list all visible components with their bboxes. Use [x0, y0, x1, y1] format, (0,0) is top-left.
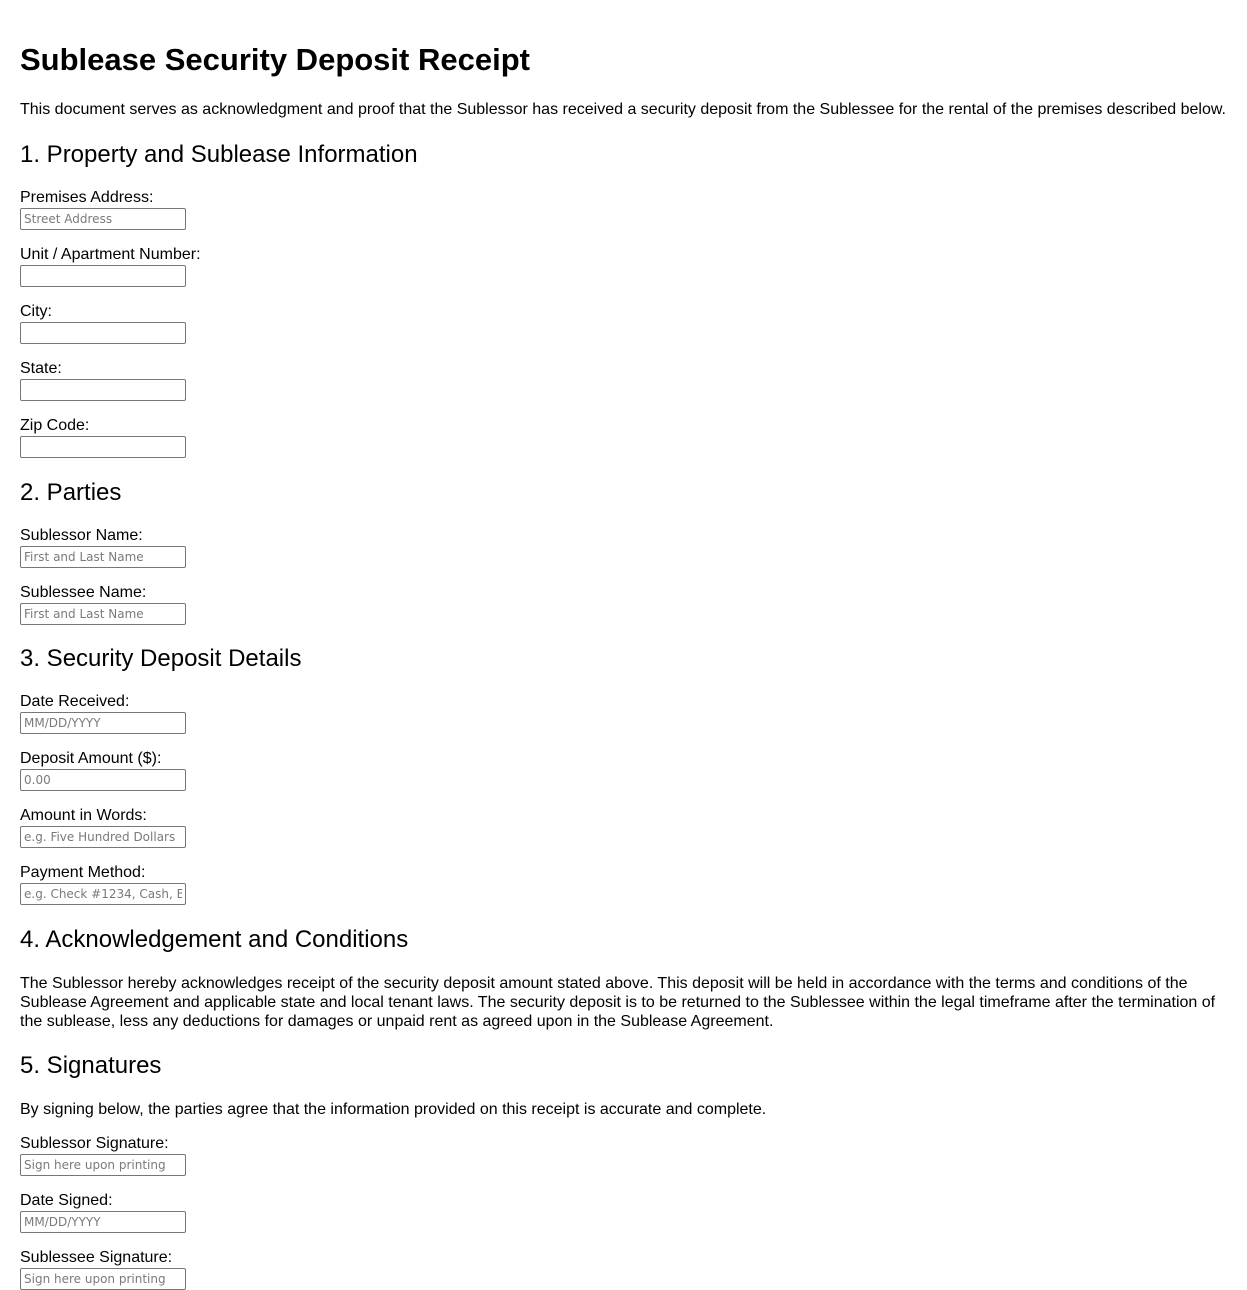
sublessor-name-field [20, 526, 420, 568]
sublessee-name-field [20, 583, 420, 625]
deposit-amount-label: Deposit Amount ($): [20, 750, 162, 767]
sublessor-signature-label: Sublessor Signature: [20, 1135, 169, 1152]
payment-method-label: Payment Method: [20, 864, 146, 881]
unit-label: Unit / Apartment Number: [20, 246, 201, 263]
section-heading-acknowledgement: 4. Acknowledgement and Conditions [20, 926, 409, 953]
sublessor-signature-field [20, 1134, 420, 1176]
sublessor-name-input[interactable] [20, 546, 186, 568]
payment-method-field [20, 863, 420, 905]
unit-field [20, 245, 420, 287]
amount-words-input[interactable] [20, 826, 186, 848]
sublessee-signature-label: Sublessee Signature: [20, 1249, 173, 1266]
sublessee-name-label: Sublessee Name: [20, 584, 147, 601]
sublessee-name-input[interactable] [20, 603, 186, 625]
city-field [20, 302, 420, 344]
intro-text: This document serves as acknowledgment and proof that the Sublessor has received a security deposit from the Sublessee for the rental of the premises described below. [20, 101, 1226, 118]
zip-input[interactable] [20, 436, 186, 458]
acknowledgement-text: The Sublessor hereby acknowledges receipt of the security deposit amount stated above. This deposit will be held in accordance with the terms and conditions of the Sublease Agreement and applicable state and local tenant laws. The security deposit is to be returned to the Sublessee within the legal timeframe after the termination of the sublease, less any deductions for damages or unpaid rent as agreed upon in the Sublease Agreement. [20, 975, 1216, 1030]
city-label: City: [20, 303, 52, 320]
date-signed-label: Date Signed: [20, 1192, 113, 1209]
section-heading-signatures: 5. Signatures [20, 1052, 162, 1079]
unit-input[interactable] [20, 265, 186, 287]
date-signed-input[interactable] [20, 1211, 186, 1233]
date-signed-field [20, 1191, 420, 1233]
premises-address-input[interactable] [20, 208, 186, 230]
signatures-intro-text: By signing below, the parties agree that the information provided on this receipt is accurate and complete. [20, 1101, 767, 1118]
page-title: Sublease Security Deposit Receipt [20, 42, 530, 77]
sublessee-signature-field [20, 1248, 420, 1290]
date-received-label: Date Received: [20, 693, 130, 710]
city-input[interactable] [20, 322, 186, 344]
amount-words-label: Amount in Words: [20, 807, 147, 824]
state-field [20, 359, 420, 401]
payment-method-input[interactable] [20, 883, 186, 905]
premises-address-label: Premises Address: [20, 189, 154, 206]
section-heading-parties: 2. Parties [20, 479, 122, 506]
sublessor-name-label: Sublessor Name: [20, 527, 143, 544]
amount-words-field [20, 806, 420, 848]
deposit-amount-input[interactable] [20, 769, 186, 791]
sublessee-signature-input[interactable] [20, 1268, 186, 1290]
premises-address-field [20, 188, 420, 230]
section-heading-deposit: 3. Security Deposit Details [20, 645, 302, 672]
zip-label: Zip Code: [20, 417, 90, 434]
date-received-input[interactable] [20, 712, 186, 734]
deposit-amount-field [20, 749, 420, 791]
date-received-field [20, 692, 420, 734]
sublessor-signature-input[interactable] [20, 1154, 186, 1176]
state-input[interactable] [20, 379, 186, 401]
section-heading-property: 1. Property and Sublease Information [20, 141, 418, 168]
state-label: State: [20, 360, 62, 377]
zip-field [20, 416, 420, 458]
